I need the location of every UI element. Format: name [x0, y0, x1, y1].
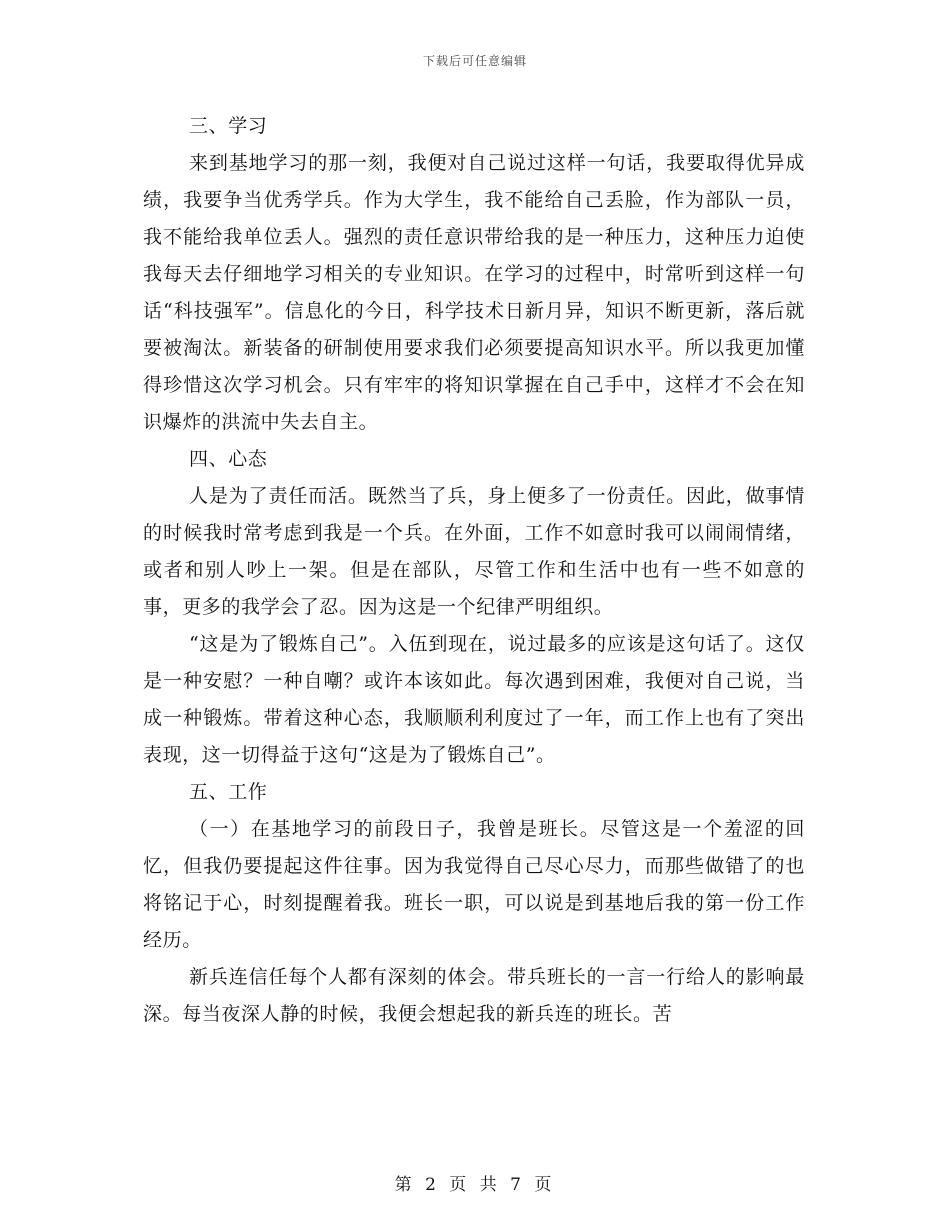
section-heading-work: 五、工作	[189, 781, 268, 803]
document-body	[143, 108, 805, 1033]
paragraph-work-2: 新兵连信任每个人都有深刻的体会。带兵班长的一言一行给人的影响最深。每当夜深人静的时候，我便会想起我的新兵连的班长。苦	[143, 966, 805, 1025]
paragraph-study: 来到基地学习的那一刻，我便对自己说过这样一句话，我要取得优异成绩，我要争当优秀学兵。作为大学生，我不能给自己丢脸，作为部队一员，我不能给我单位丢人。强烈的责任意识带给我的是一种压力，这种压力迫使我每天去仔细地学习相关的专业知识。在学习的过程中，时常听到这样一句话“科技强军”。信息化的今日，科学技术日新月异，知识不断更新，落后就要被淘汰。新装备的研制使用要求我们必须要提高知识水平。所以我更加懂得珍惜这次学习机会。只有牢牢的将知识掌握在自己手中，这样才不会在知识爆炸的洪流中失去自主。	[143, 152, 805, 433]
page-number-footer: 第 2 页 共 7 页	[394, 1175, 556, 1195]
paragraph-mindset-2: “这是为了锻炼自己”。入伍到现在，说过最多的应该是这句话了。这仅是一种安慰？一种自嘲？或许本该如此。每次遇到困难，我便对自己说，当成一种锻炼。带着这种心态，我顺顺利利度过了一年，而工作上也有了突出表现，这一切得益于这句“这是为了锻炼自己”。	[143, 633, 805, 766]
paragraph-mindset-1: 人是为了责任而活。既然当了兵，身上便多了一份责任。因此，做事情的时候我时常考虑到我是一个兵。在外面，工作不如意时我可以闹闹情绪，或者和别人吵上一架。但是在部队，尽管工作和生活中也有一些不如意的事，更多的我学会了忍。因为这是一个纪律严明组织。	[143, 485, 805, 618]
section-heading-mindset: 四、心态	[189, 448, 268, 470]
section-heading-study: 三、学习	[189, 115, 268, 137]
paragraph-work-1: （一）在基地学习的前段日子，我曾是班长。尽管这是一个羞涩的回忆，但我仍要提起这件往事。因为我觉得自己尽心尽力，而那些做错了的也将铭记于心，时刻提醒着我。班长一职，可以说是到基地后我的第一份工作经历。	[143, 818, 805, 951]
page-header-note: 下载后可任意编辑	[422, 54, 527, 68]
